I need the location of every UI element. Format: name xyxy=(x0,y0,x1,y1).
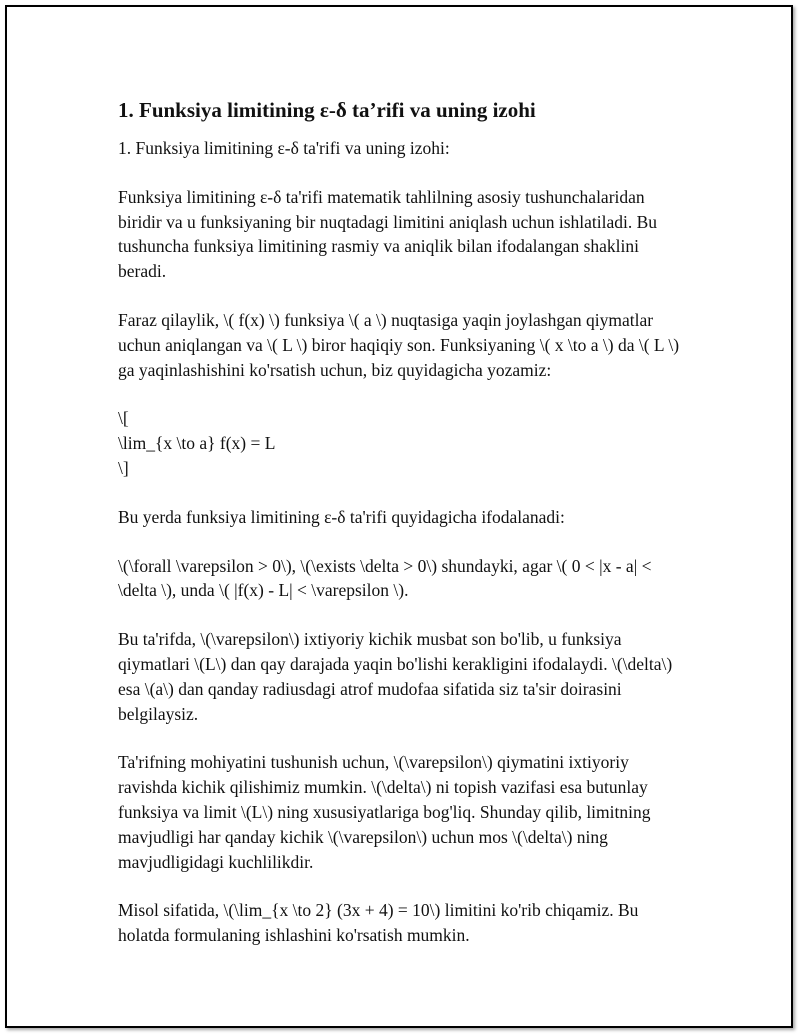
document-page xyxy=(5,5,793,1028)
paragraph-essence: Ta'rifning mohiyatini tushunish uchun, \(\varepsilon\) qiymatini ixtiyoriy ravishda kichik qilishimiz mumkin. \(\delta\) ni topish vazifasi esa butunlay funksiya va limit \(L\) ning xususiyatlariga bog'liq. Shunday qilib, limitning mavjudligi har qanday kichik \(\varepsilon\) uchun mos \(\delta\) ning mavjudligidagi kuchlilikdir. xyxy=(118,752,651,872)
paragraph-definition: \(\forall \varepsilon > 0\), \(\exists \delta > 0\) shundayki, agar \( 0 < |x - a| < \delta \), unda \( |f(x) - L| < \varepsilon \). xyxy=(118,555,652,601)
paragraph-definition-lead: Bu yerda funksiya limitining ε-δ ta'rifi quyidagicha ifodalanadi: xyxy=(118,506,565,527)
paragraph-intro: Funksiya limitining ε-δ ta'rifi matematik tahlilning asosiy tushunchalaridan biridir va u funksiyaning bir nuqtadagi limitini aniqlash uchun ishlatiladi. Bu tushuncha funksiya limitining rasmiy va aniqlik bilan ifodalangan shaklini beradi. xyxy=(118,186,658,282)
paragraph-example: Misol sifatida, \(\lim_{x \to 2} (3x + 4) = 10\) limitini ko'rib chiqamiz. Bu holatda formulaning ishlashini ko'rsatish mumkin. xyxy=(118,900,639,946)
paragraph-explanation: Bu ta'rifda, \(\varepsilon\) ixtiyoriy kichik musbat son bo'lib, u funksiya qiymatlari \(L\) dan qay darajada yaqin bo'lishi kerakligini ifodalaydi. \(\delta\) esa \(a\) dan qanday radiusdagi atrof mudofaa sifatida siz ta'sir doirasini belgilaysiz. xyxy=(118,629,673,724)
document-content xyxy=(118,95,688,972)
section-title: 1. Funksiya limitining ε-δ ta'rifi va uning izohi: xyxy=(118,138,450,158)
formula-block: \[ \lim_{x \to a} f(x) = L \] xyxy=(118,408,276,478)
document-heading: 1. Funksiya limitining ε-δ ta’rifi va uning izohi xyxy=(118,98,536,122)
paragraph-assumption: Faraz qilaylik, \( f(x) \) funksiya \( a \) nuqtasiga yaqin joylashgan qiymatlar uchun aniqlangan va \( L \) biror haqiqiy son. Funksiyaning \( x \to a \) da \( L \) ga yaqinlashishini ko'rsatish uchun, biz quyidagicha yozamiz: xyxy=(118,309,680,380)
